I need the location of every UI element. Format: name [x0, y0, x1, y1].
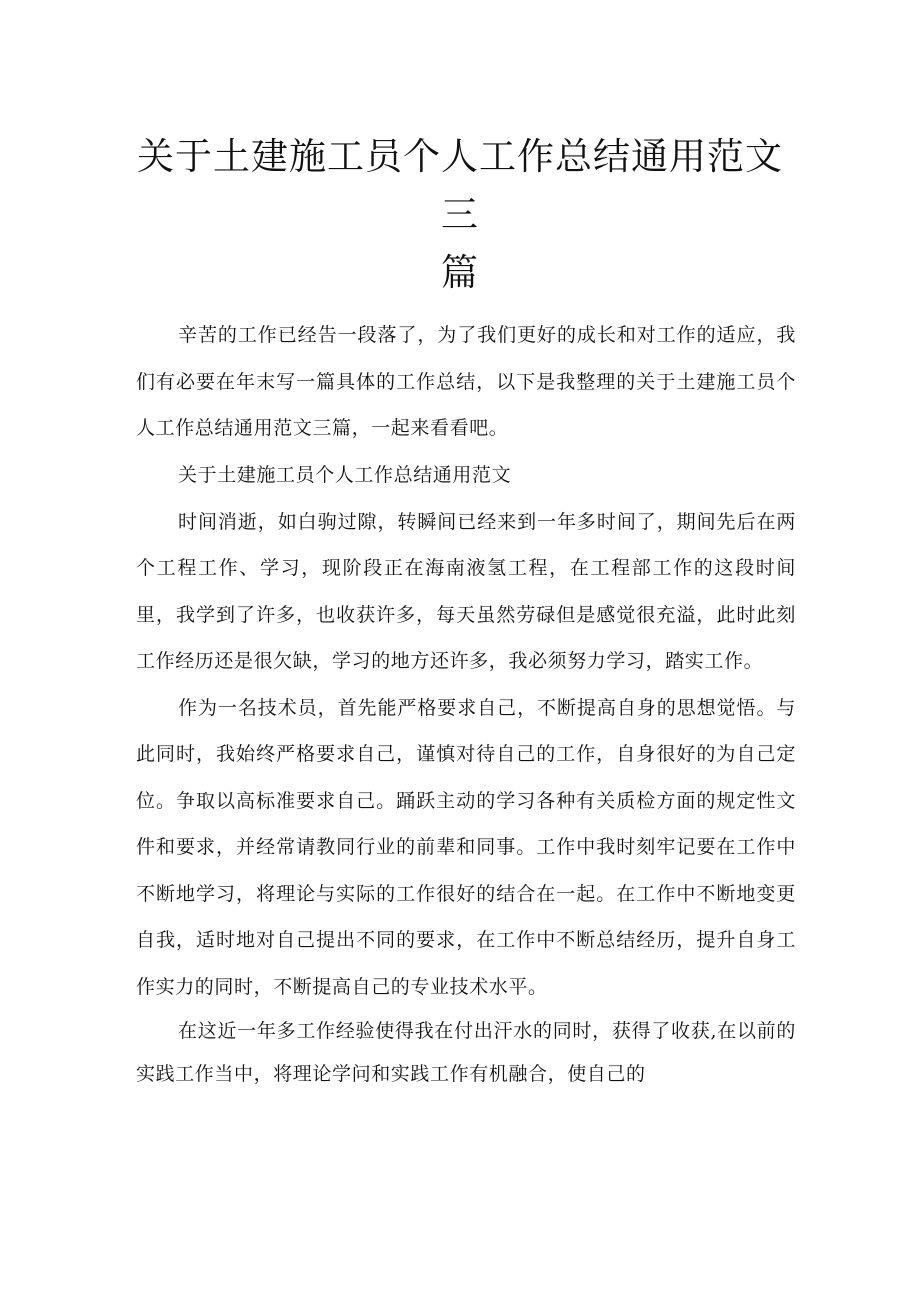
- section-heading: 关于土建施工员个人工作总结通用范文: [178, 463, 512, 486]
- body-paragraph: 在这近一年多工作经验使得我在付出汗水的同时，获得了收获,在以前的实践工作当中，将理论学问和实践工作有机融合，使自己的: [136, 1020, 796, 1085]
- title-line-2: 篇: [441, 251, 479, 294]
- intro-paragraph: 辛苦的工作已经告一段落了，为了我们更好的成长和对工作的适应，我们有必要在年末写一篇具体的工作总结，以下是我整理的关于土建施工员个人工作总结通用范文三篇，一起来看看吧。: [136, 324, 796, 439]
- body-paragraph: 作为一名技术员，首先能严格要求自己，不断提高自身的思想觉悟。与此同时，我始终严格要求自己，谨慎对待自己的工作，自身很好的为自己定位。争取以高标准要求自己。踊跃主动的学习各种有关质检方面的规定性文件和要求，并经常请教同行业的前辈和同事。工作中我时刻牢记要在工作中不断地学习，将理论与实际的工作很好的结合在一起。在工作中不断地变更自我，适时地对自己提出不同的要求，在工作中不断总结经历，提升自身工作实力的同时，不断提高自己的专业技术水平。: [136, 696, 796, 998]
- document-body: [136, 312, 796, 1096]
- title-line-1: 关于土建施工员个人工作总结通用范文三: [137, 135, 783, 236]
- document-title: [130, 128, 790, 302]
- body-paragraph: 时间消逝，如白驹过隙，转瞬间已经来到一年多时间了，期间先后在两个工程工作、学习，现阶段正在海南液氢工程，在工程部工作的这段时间里，我学到了许多，也收获许多，每天虽然劳碌但是感觉很充溢，此时此刻工作经历还是很欠缺，学习的地方还许多，我必须努力学习，踏实工作。: [136, 510, 796, 672]
